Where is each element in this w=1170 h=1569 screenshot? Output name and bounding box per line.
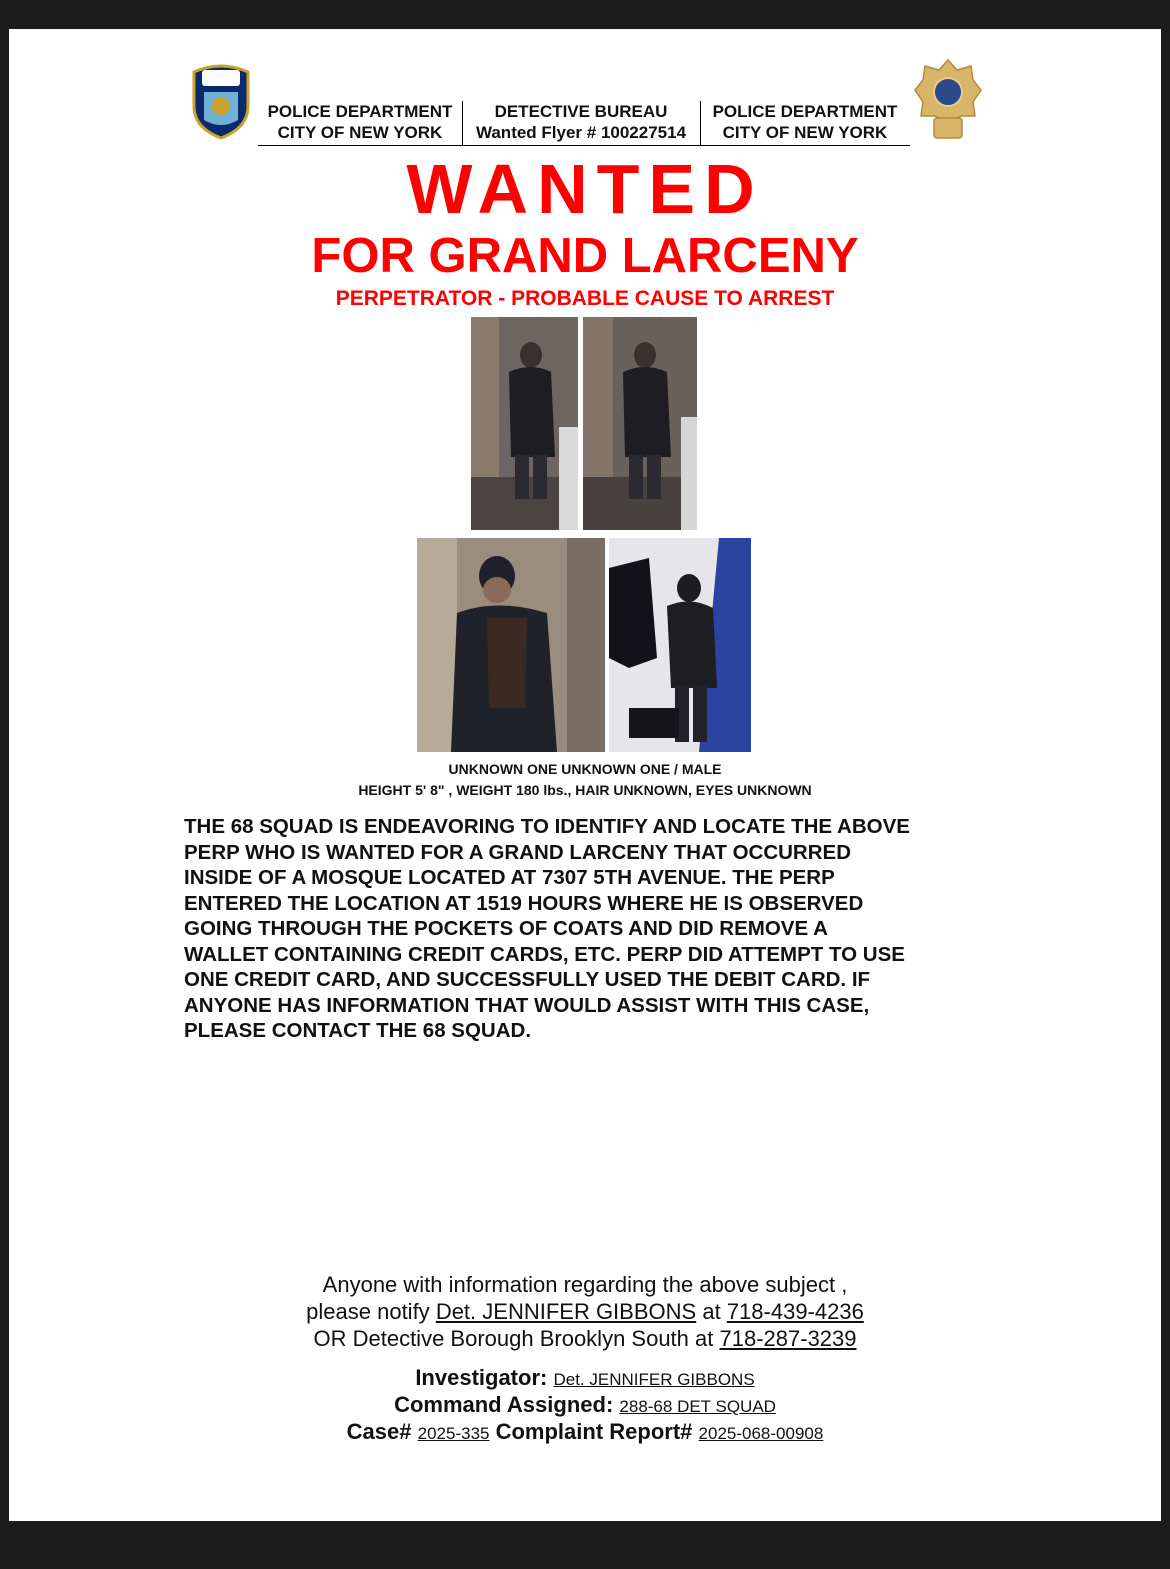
narrative-line: ENTERED THE LOCATION AT 1519 HOURS WHERE HE IS OBSERVED xyxy=(184,891,864,915)
subject-name: UNKNOWN ONE UNKNOWN ONE / MALE xyxy=(448,761,722,777)
narrative-line: INSIDE OF A MOSQUE LOCATED AT 7307 5TH AVENUE. THE PERP xyxy=(184,866,835,889)
wanted-title: WANTED xyxy=(406,150,764,228)
detective-phone[interactable]: 718-439-4236 xyxy=(726,1299,864,1324)
narrative-line: WALLET CONTAINING CREDIT CARDS, ETC. PERP DID ATTEMPT TO USE xyxy=(184,942,905,966)
case-number: 2025-335 xyxy=(417,1424,490,1443)
contact-intro: Anyone with information regarding the above subject , xyxy=(322,1272,848,1297)
header-right-line1: POLICE DEPARTMENT xyxy=(712,102,898,121)
flyer-number: Wanted Flyer # 100227514 xyxy=(475,123,687,142)
borough-prefix: OR Detective Borough Brooklyn South at xyxy=(313,1326,714,1351)
arrest-subtitle: PERPETRATOR - PROBABLE CAUSE TO ARREST xyxy=(335,287,835,310)
narrative-line: ONE CREDIT CARD, AND SUCCESSFULLY USED THE DEBIT CARD. IF xyxy=(184,968,871,991)
header-center-line1: DETECTIVE BUREAU xyxy=(494,102,668,121)
header-right xyxy=(702,101,908,145)
suspect-photo-3 xyxy=(417,538,605,752)
notify-prefix: please notify xyxy=(306,1299,430,1324)
header-left xyxy=(258,101,463,145)
suspect-photo-2 xyxy=(583,317,697,530)
investigator-line xyxy=(0,1364,1170,1393)
at-text: at xyxy=(702,1299,721,1324)
command-value: 288-68 DET SQUAD xyxy=(619,1397,776,1416)
detective-badge-icon xyxy=(913,58,983,142)
suspect-photo-4 xyxy=(609,538,751,752)
complaint-number: 2025-068-00908 xyxy=(698,1424,824,1443)
charge-title: FOR GRAND LARCENY xyxy=(311,229,859,283)
header-right-line2: CITY OF NEW YORK xyxy=(722,123,888,142)
header-left-line1: POLICE DEPARTMENT xyxy=(267,102,453,121)
contact-borough-line xyxy=(0,1325,1170,1352)
subject-details: HEIGHT 5' 8" , WEIGHT 180 lbs., HAIR UNKNOWN, EYES UNKNOWN xyxy=(358,782,812,798)
command-line xyxy=(0,1391,1170,1420)
header-left-line2: CITY OF NEW YORK xyxy=(277,123,443,142)
case-label: Case# xyxy=(346,1419,412,1444)
detective-name: Det. JENNIFER GIBBONS xyxy=(435,1299,697,1324)
narrative-line: GOING THROUGH THE POCKETS OF COATS AND DID REMOVE A xyxy=(184,917,828,940)
nypd-patch-logo xyxy=(190,62,252,140)
investigator-value: Det. JENNIFER GIBBONS xyxy=(553,1370,755,1389)
suspect-photo-1 xyxy=(471,317,578,530)
investigator-label: Investigator: xyxy=(415,1365,548,1390)
narrative-line: PERP WHO IS WANTED FOR A GRAND LARCENY THAT OCCURRED xyxy=(184,840,852,864)
contact-notify-line xyxy=(0,1298,1170,1325)
borough-phone[interactable]: 718-287-3239 xyxy=(719,1326,857,1351)
narrative-line: ANYONE HAS INFORMATION THAT WOULD ASSIST WITH THIS CASE, xyxy=(184,993,870,1017)
command-label: Command Assigned: xyxy=(394,1392,614,1417)
complaint-label: Complaint Report# xyxy=(495,1419,693,1444)
header-center xyxy=(462,101,701,145)
narrative-line: PLEASE CONTACT THE 68 SQUAD. xyxy=(184,1019,532,1042)
narrative-line: THE 68 SQUAD IS ENDEAVORING TO IDENTIFY AND LOCATE THE ABOVE xyxy=(184,815,910,838)
header-divider xyxy=(258,145,910,146)
case-narrative xyxy=(184,814,994,1044)
case-line xyxy=(0,1418,1170,1447)
